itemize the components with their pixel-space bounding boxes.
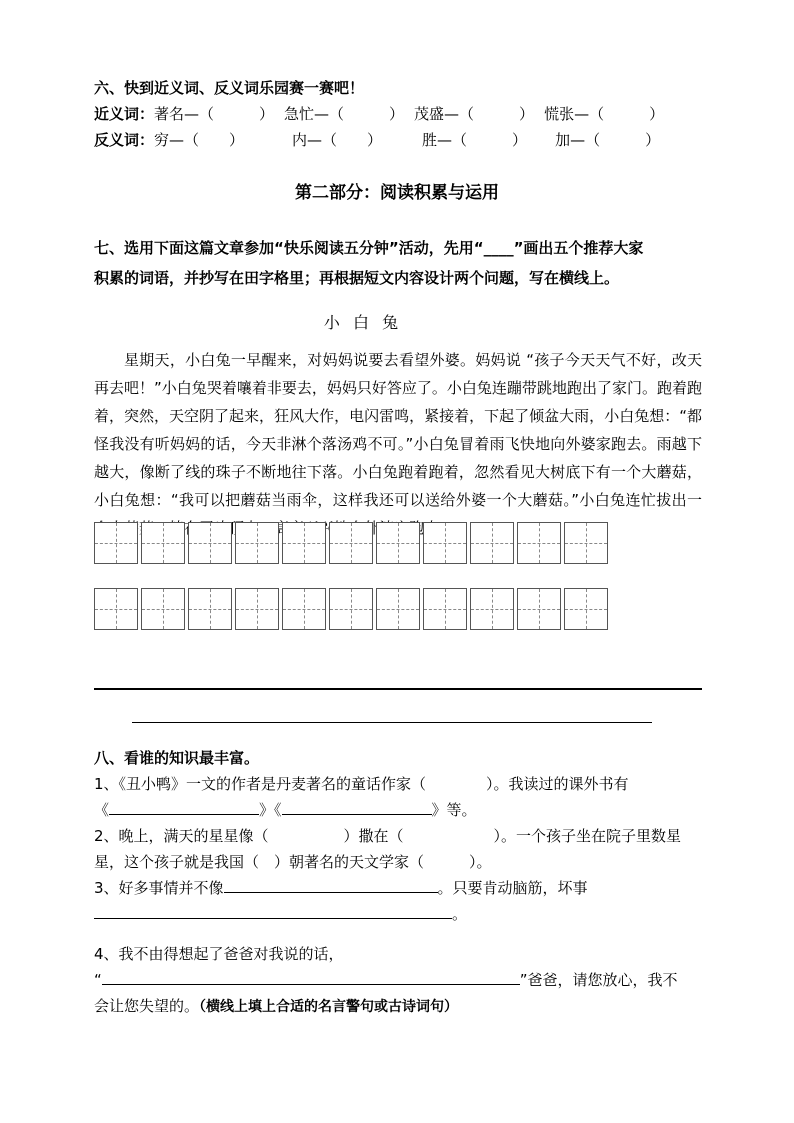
synonyms-label: 近义词： (94, 105, 155, 123)
synonym-item[interactable]: 慌张—（ ） (544, 105, 665, 123)
tianzige-cell[interactable] (282, 522, 326, 564)
synonyms-row (94, 104, 664, 124)
story-title: 小 白 兔 (323, 313, 403, 332)
tianzige-cell[interactable] (470, 588, 514, 630)
book-open-mark: 《 (94, 801, 110, 819)
section7-line2: 积累的词语，并抄写在田字格里；再根据短文内容设计两个问题，写在横线上。 (94, 269, 620, 287)
q1-line1: 1、《丑小鸭》一文的作者是丹麦著名的童话作家（ ）。我读过的课外书有 (94, 775, 629, 793)
section7-line1: 七、选用下面这篇文章参加“快乐阅读五分钟”活动，先用“____”画出五个推荐大家 (94, 239, 644, 257)
q3-start-text: 3、好多事情并不像 (94, 879, 224, 897)
q4-end-text: 会让您失望的。 (94, 997, 200, 1015)
section6-heading: 六、快到近义词、反义词乐园赛一赛吧！ (94, 79, 365, 97)
question-answer-line-1[interactable] (94, 688, 702, 690)
tianzige-cell[interactable] (376, 522, 420, 564)
tianzige-cell[interactable] (517, 588, 561, 630)
tianzige-cell[interactable] (188, 522, 232, 564)
antonyms-label: 反义词： (94, 131, 155, 149)
q3-end-text: 。只要肯动脑筋，坏事 (437, 879, 588, 897)
q2-line2: 星，这个孩子就是我国（ ）朝著名的天文学家（ ）。 (94, 853, 492, 871)
q4-quote-blank[interactable] (102, 970, 520, 985)
q3-period: 。 (452, 905, 468, 923)
q4-line3 (94, 996, 458, 1017)
book-mid-mark: 》《 (259, 801, 282, 819)
q4-line2 (94, 970, 678, 990)
tianzige-cell[interactable] (423, 522, 467, 564)
book-end-mark: 》等。 (431, 801, 477, 819)
q4-line1: 4、我不由得想起了爸爸对我说的话， (94, 945, 344, 963)
synonym-item[interactable]: 茂盛—（ ） (414, 105, 535, 123)
synonym-item[interactable]: 著名—（ ） (154, 105, 275, 123)
tianzige-cell[interactable] (235, 588, 279, 630)
q4-open-quote: “ (94, 971, 102, 989)
q3-blank-1[interactable] (224, 878, 438, 893)
tianzige-cell[interactable] (141, 522, 185, 564)
tianzige-cell[interactable] (564, 522, 608, 564)
book-title-blank-2[interactable] (282, 800, 432, 815)
tianzige-cell[interactable] (423, 588, 467, 630)
section8-heading: 八、看谁的知识最丰富。 (94, 749, 260, 767)
q3-blank-2[interactable] (94, 904, 452, 919)
tianzige-cell[interactable] (188, 588, 232, 630)
tianzige-cell[interactable] (235, 522, 279, 564)
tianzige-cell[interactable] (517, 522, 561, 564)
tianzige-cell[interactable] (282, 588, 326, 630)
q4-note: （横线上填上合适的名言警句或古诗词句） (199, 999, 459, 1015)
antonym-item[interactable]: 内—（ ） (292, 131, 383, 149)
tianzige-cell[interactable] (470, 522, 514, 564)
q3-line1 (94, 878, 588, 898)
tianzige-cell[interactable] (564, 588, 608, 630)
part2-title: 第二部分：阅读积累与运用 (295, 183, 499, 203)
book-title-blank-1[interactable] (109, 800, 259, 815)
tianzige-row-2 (94, 588, 608, 630)
q1-line2 (94, 800, 477, 820)
tianzige-cell[interactable] (94, 522, 138, 564)
tianzige-cell[interactable] (94, 588, 138, 630)
antonym-item[interactable]: 加—（ ） (555, 131, 661, 149)
synonym-item[interactable]: 急忙—（ ） (284, 105, 405, 123)
q4-close-text: ”爸爸，请您放心，我不 (519, 971, 678, 989)
story-text: 星期天，小白兔一早醒来，对妈妈说要去看望外婆。妈妈说 “孩子今天天气不好，改天再去吧！”小白兔哭着嚷着非要去，妈妈只好答应了。小白兔连蹦带跳地跑出了家门。跑着跑着，突然，天空阴了起来，狂风大作，电闪雷鸣，紧接着，下起了倾盆大雨，小白兔想：“都怪我没有听妈妈的话，今天非淋个落汤鸡不可。”小白兔冒着雨飞快地向外婆家跑去。雨越下越大，像断了线的珠子不断地往下落。小白兔跑着跑着，忽然看见大树底下有一个大蘑菇，小白兔想：“我可以把蘑菇当雨伞，这样我还可以送给外婆一个大蘑菇。”小白兔连忙拔出一 大蘑菇， 兴 (94, 351, 702, 537)
q2-line1: 2、晚上，满天的星星像（ ）撒在（ ）。一个孩子坐在院子里数星 (94, 827, 682, 845)
tianzige-cell[interactable] (376, 588, 420, 630)
antonym-item[interactable]: 胜—（ ） (422, 131, 528, 149)
q3-line2 (94, 904, 467, 924)
tianzige-cell[interactable] (329, 522, 373, 564)
tianzige-row-1 (94, 522, 608, 564)
antonym-item[interactable]: 穷—（ ） (154, 131, 245, 149)
tianzige-cell[interactable] (141, 588, 185, 630)
question-answer-line-2[interactable] (132, 722, 652, 723)
antonyms-row (94, 130, 660, 150)
tianzige-cell[interactable] (329, 588, 373, 630)
